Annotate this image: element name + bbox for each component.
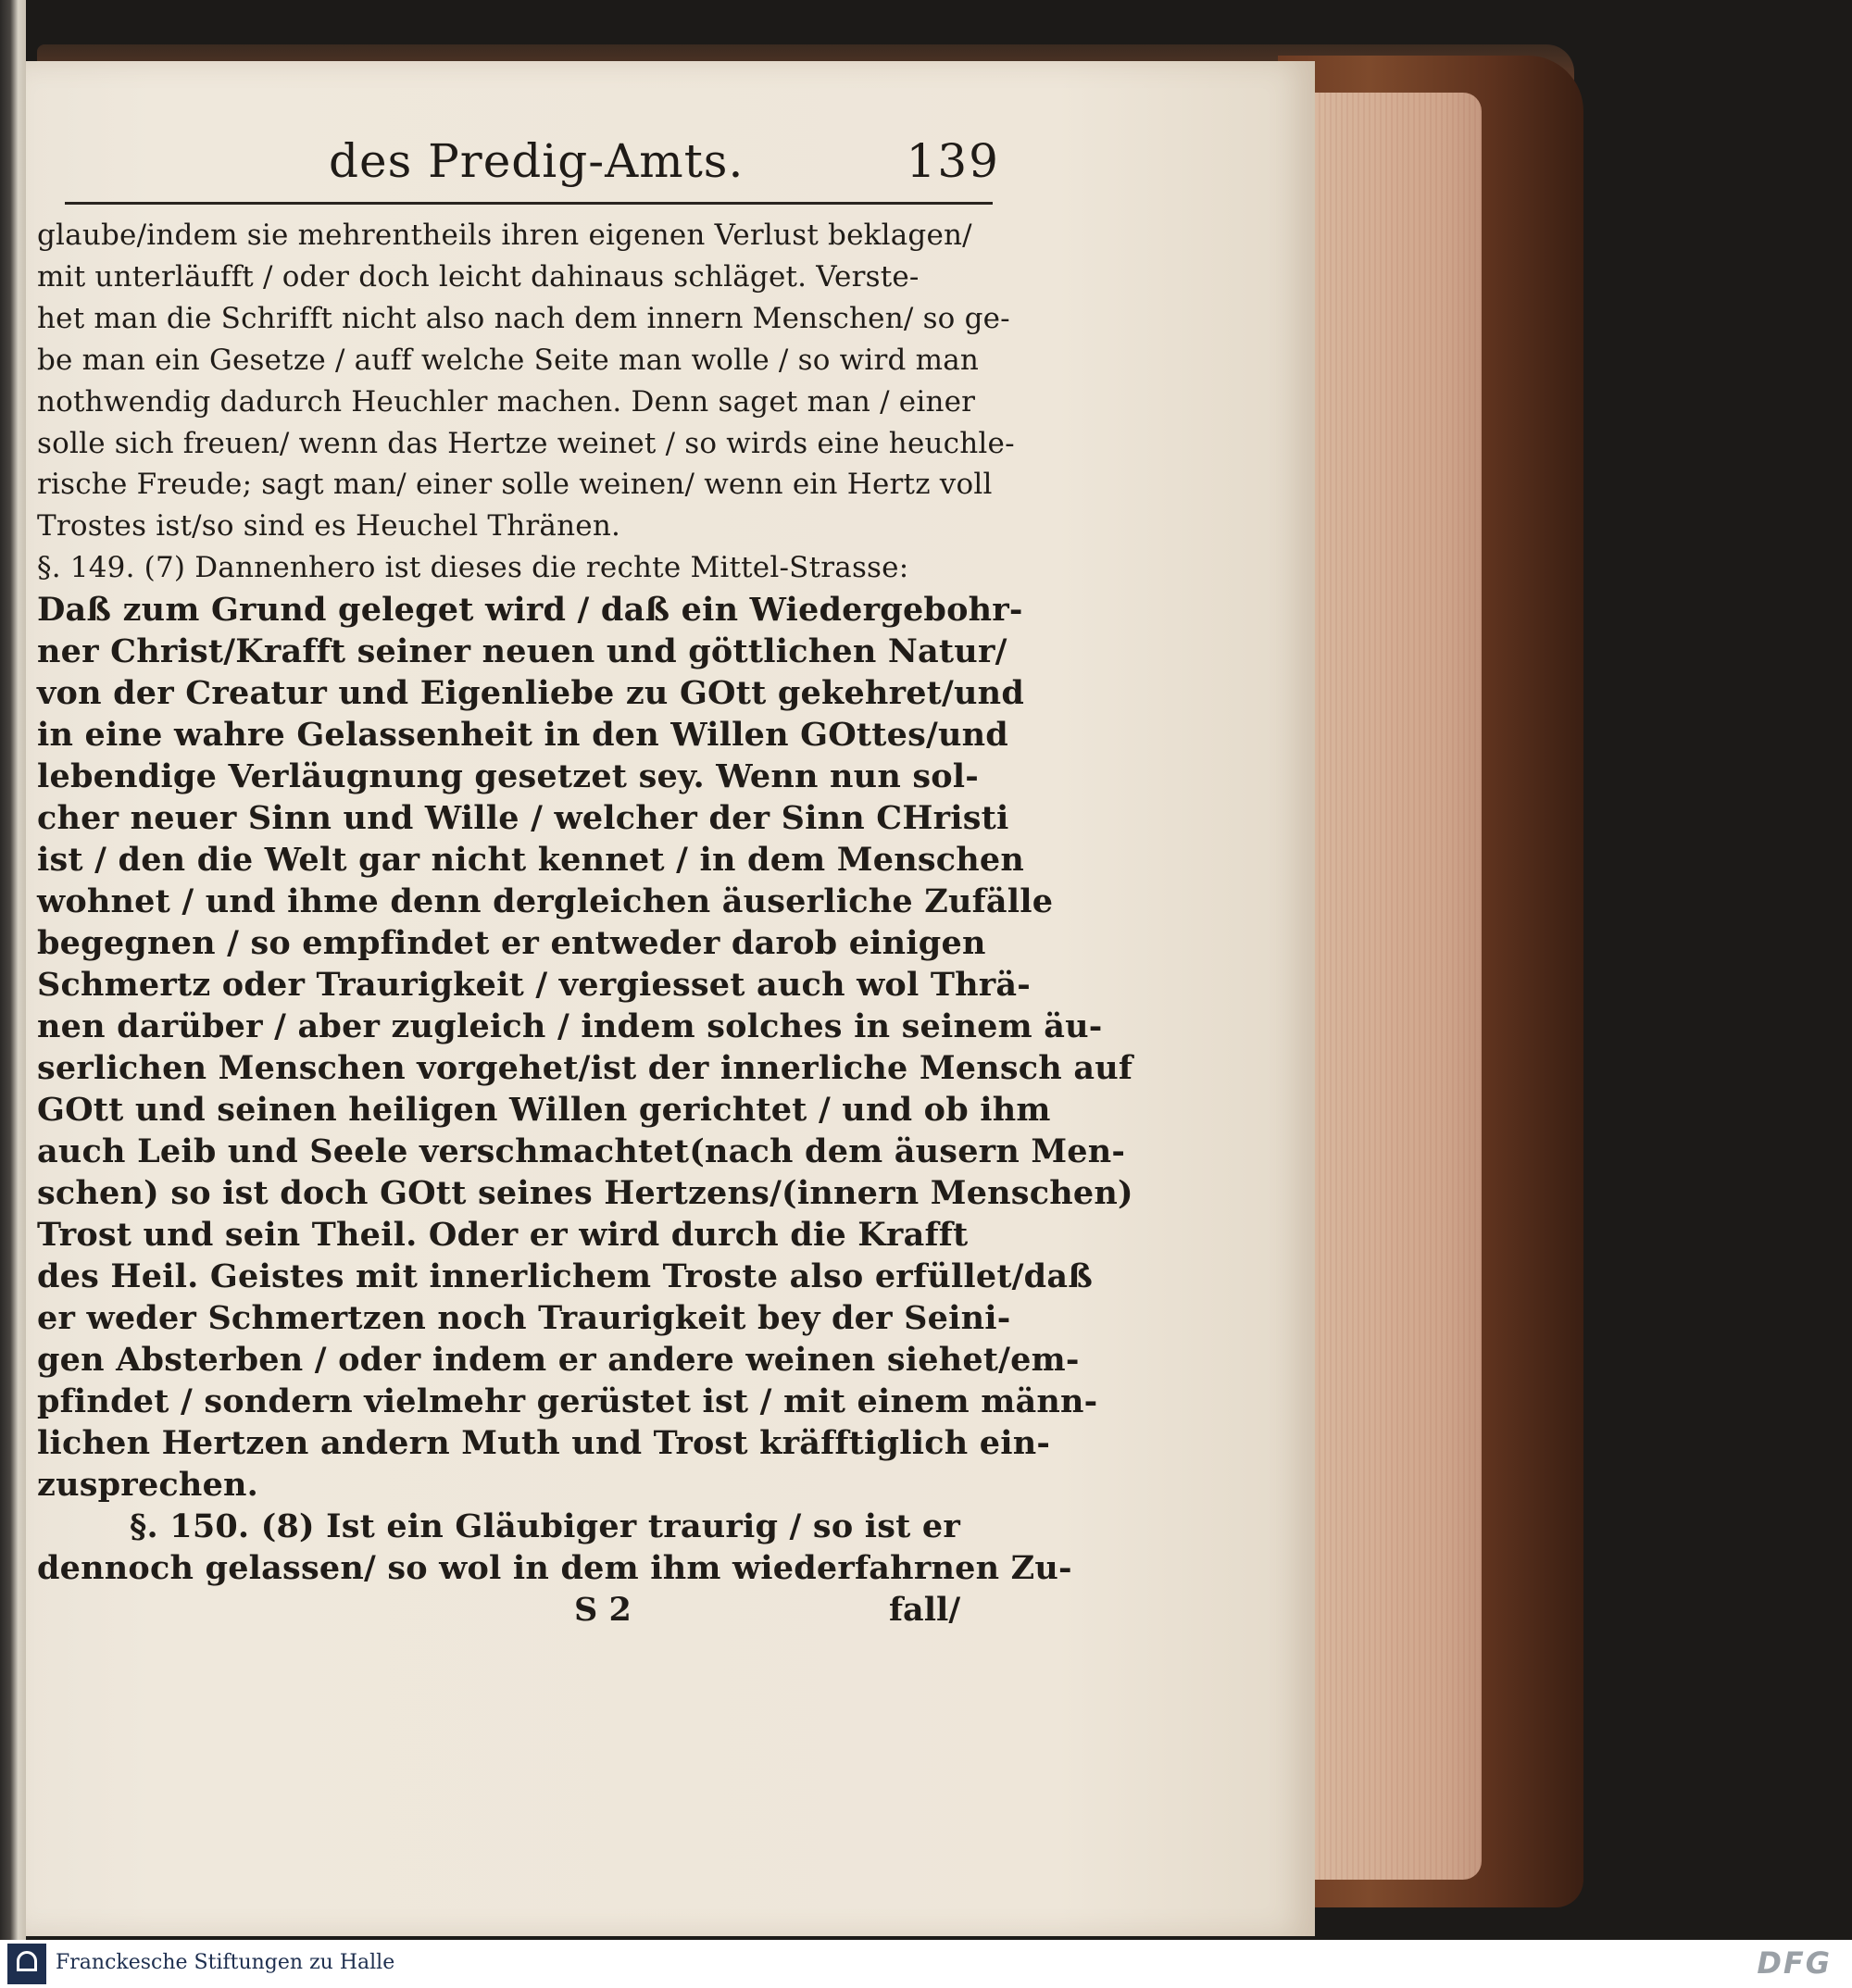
text-line: het man die Schrifft nicht also nach dem innern Menschen/ so ge-: [37, 301, 1010, 335]
signature-mark: S 2: [574, 1591, 632, 1630]
page-edges: [1296, 93, 1482, 1880]
text-line: lichen Hertzen andern Muth und Trost kräfftiglich ein-: [37, 1424, 1051, 1463]
header-rule: [65, 202, 993, 205]
institution-label: Franckesche Stiftungen zu Halle: [56, 1951, 395, 1974]
text-line: rische Freude; sagt man/ einer solle weinen/ wenn ein Hertz voll: [37, 468, 993, 502]
text-line: er weder Schmertzen noch Traurigkeit bey der Seini-: [37, 1299, 1011, 1338]
text-line: pfindet / sondern vielmehr gerüstet ist / mit einem männ-: [37, 1382, 1098, 1421]
text-line: begegnen / so empfindet er entweder darob einigen: [37, 924, 986, 963]
viewer-footer: [0, 1940, 1852, 1988]
text-line: lebendige Verläugnung gesetzet sey. Wenn nun sol-: [37, 757, 980, 796]
previous-page-edge: [0, 0, 26, 1940]
catchword: fall/: [889, 1591, 961, 1630]
text-line: ist / den die Welt gar nicht kennet / in dem Menschen: [37, 841, 1025, 880]
text-line: von der Creatur und Eigenliebe zu GOtt gekehret/und: [37, 674, 1024, 713]
text-line: zusprechen.: [37, 1466, 259, 1505]
dfg-logo: DFG: [1757, 1945, 1832, 1981]
paragraph-150-start: §. 150. (8) Ist ein Gläubiger traurig / so ist er: [130, 1507, 961, 1546]
text-line: des Heil. Geistes mit innerlichem Troste also erfüllet/daß: [37, 1257, 1094, 1296]
running-title: des Predig-Amts.: [329, 134, 745, 188]
text-line: nen darüber / aber zugleich / indem solches in seinem äu-: [37, 1007, 1103, 1046]
text-line: Schmertz oder Traurigkeit / vergiesset auch wol Thrä-: [37, 966, 1031, 1005]
page-text: [37, 215, 1133, 1631]
page-header: [306, 134, 1000, 199]
text-line: be man ein Gesetze / auff welche Seite man wolle / so wird man: [37, 343, 980, 377]
text-line: gen Absterben / oder indem er andere weinen siehet/em-: [37, 1341, 1080, 1380]
text-line: mit unterläufft / oder doch leicht dahinaus schläget. Verste-: [37, 259, 920, 294]
text-line: glaube/indem sie mehrentheils ihren eigenen Verlust beklagen/: [37, 219, 972, 252]
text-line: ner Christ/Krafft seiner neuen und göttlichen Natur/: [37, 632, 1007, 671]
text-line: serlichen Menschen vorgehet/ist der innerliche Mensch auf: [37, 1049, 1133, 1088]
page-footer-line: [37, 1589, 1005, 1631]
text-line: cher neuer Sinn und Wille / welcher der Sinn CHristi: [37, 799, 1009, 838]
text-line: Daß zum Grund geleget wird / daß ein Wiedergebohr-: [37, 591, 1023, 630]
text-line: GOtt und seinen heiligen Willen gerichtet / und ob ihm: [37, 1091, 1051, 1130]
text-line: schen) so ist doch GOtt seines Hertzens/(innern Menschen): [37, 1174, 1133, 1213]
text-line: auch Leib und Seele verschmachtet(nach dem äusern Men-: [37, 1132, 1126, 1171]
text-line: solle sich freuen/ wenn das Hertze weinet / so wirds eine heuchle-: [37, 426, 1015, 460]
page-number: 139: [906, 134, 1000, 188]
francke-foundation-logo-icon: [7, 1944, 46, 1984]
text-line: Trostes ist/so sind es Heuchel Thränen.: [37, 509, 621, 544]
text-line: wohnet / und ihme denn dergleichen äuserliche Zufälle: [37, 882, 1054, 921]
text-line: dennoch gelassen/ so wol in dem ihm wiederfahrnen Zu-: [37, 1549, 1072, 1588]
text-line: Trost und sein Theil. Oder er wird durch die Krafft: [37, 1216, 969, 1255]
text-line: in eine wahre Gelassenheit in den Willen GOttes/und: [37, 716, 1008, 755]
paragraph-149-start: §. 149. (7) Dannenhero ist dieses die rechte Mittel-Strasse:: [37, 551, 909, 585]
text-line: nothwendig dadurch Heuchler machen. Denn saget man / einer: [37, 384, 976, 419]
